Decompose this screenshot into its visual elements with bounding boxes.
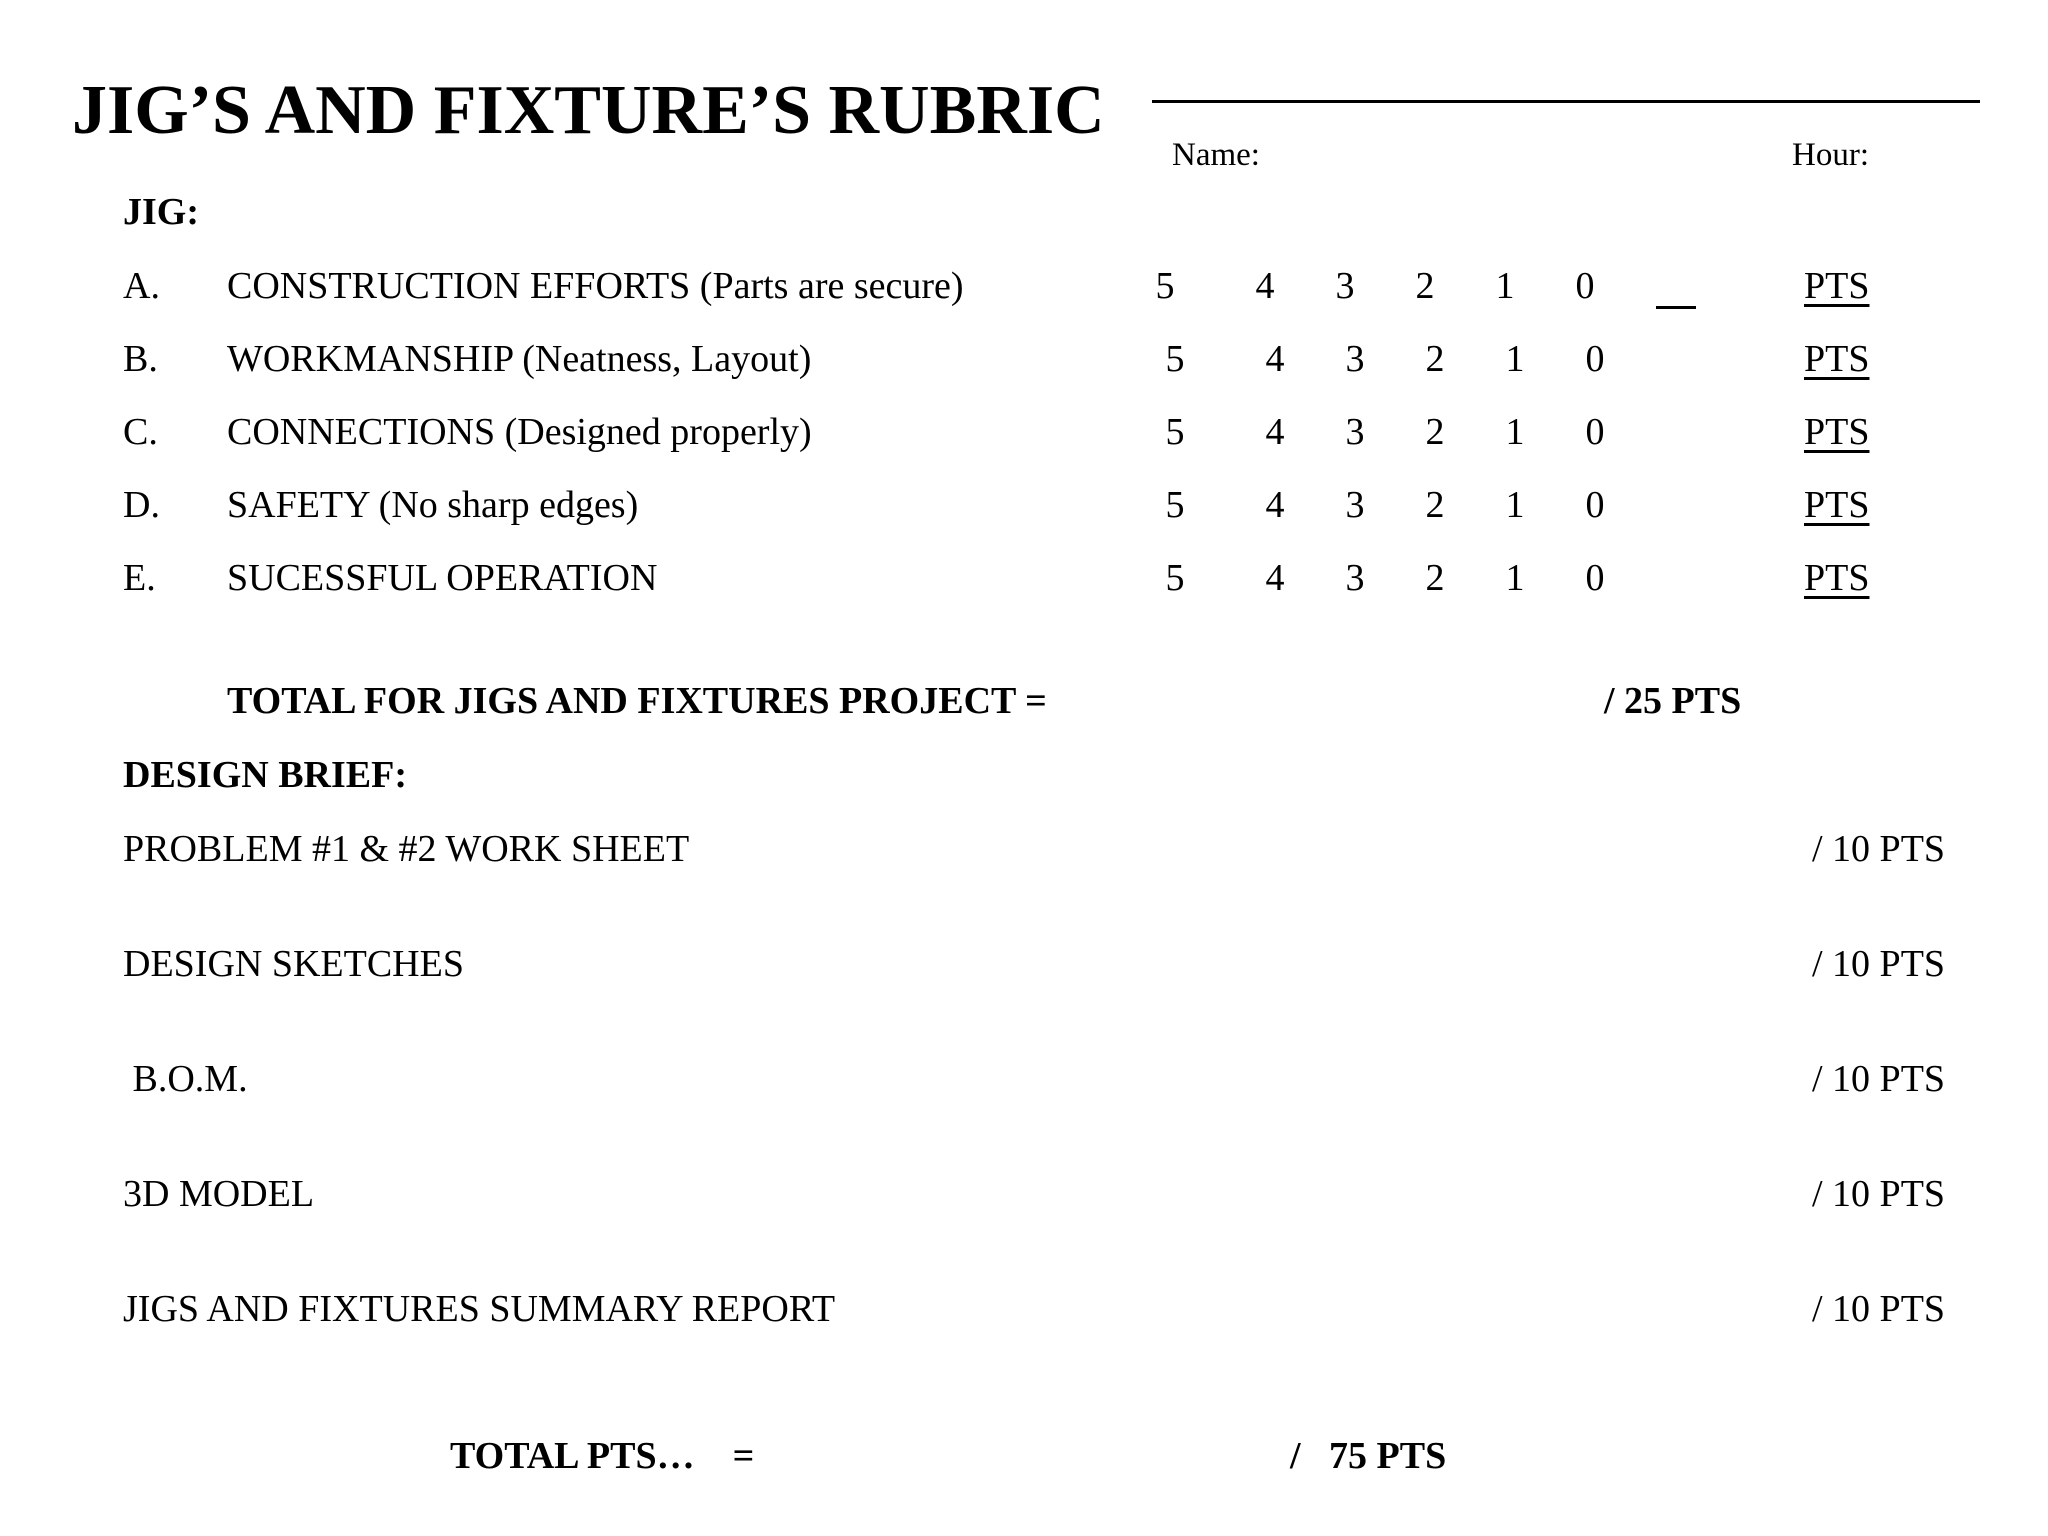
jig-total-label: TOTAL FOR JIGS AND FIXTURES PROJECT =: [227, 680, 1047, 722]
score-option-5[interactable]: 5: [1165, 338, 1185, 380]
brief-item-label: 3D MODEL: [123, 1173, 315, 1215]
score-option-5[interactable]: 5: [1165, 557, 1185, 599]
jig-item-pts[interactable]: [1776, 559, 1869, 597]
score-option-1[interactable]: 1: [1505, 411, 1525, 453]
brief-item-label: B.O.M.: [123, 1058, 248, 1100]
jig-item-label: WORKMANSHIP (Neatness, Layout): [227, 338, 812, 380]
jig-item-letter: C.: [123, 411, 158, 453]
jig-item-pts[interactable]: [1776, 486, 1869, 524]
score-option-3[interactable]: 3: [1345, 338, 1365, 380]
score-option-0[interactable]: 0: [1575, 265, 1595, 307]
score-option-4[interactable]: 4: [1265, 557, 1285, 599]
brief-item-label: PROBLEM #1 & #2 WORK SHEET: [123, 828, 690, 870]
pts-label: PTS: [1804, 484, 1870, 526]
score-option-2[interactable]: 2: [1425, 411, 1445, 453]
jig-item-letter: D.: [123, 484, 160, 526]
score-option-4[interactable]: 4: [1265, 484, 1285, 526]
score-option-4[interactable]: 4: [1265, 411, 1285, 453]
jig-item-label: CONSTRUCTION EFFORTS (Parts are secure): [227, 265, 964, 307]
score-option-5[interactable]: 5: [1155, 265, 1175, 307]
blank-score-line[interactable]: [1656, 306, 1696, 309]
score-option-3[interactable]: 3: [1345, 484, 1365, 526]
jig-item-label: CONNECTIONS (Designed properly): [227, 411, 812, 453]
jig-item-letter: A.: [123, 265, 160, 307]
score-option-2[interactable]: 2: [1425, 557, 1445, 599]
jig-item-label: SUCESSFUL OPERATION: [227, 557, 658, 599]
brief-item-pts[interactable]: / 10 PTS: [1812, 1288, 1946, 1330]
jig-item-pts[interactable]: [1776, 340, 1869, 378]
brief-item-pts[interactable]: / 10 PTS: [1812, 943, 1946, 985]
jig-heading: JIG:: [123, 191, 199, 233]
score-option-0[interactable]: 0: [1585, 338, 1605, 380]
score-option-4[interactable]: 4: [1265, 338, 1285, 380]
jig-total-pts[interactable]: / 25 PTS: [1604, 680, 1742, 722]
pts-label: PTS: [1804, 338, 1870, 380]
score-option-5[interactable]: 5: [1165, 484, 1185, 526]
jig-item-letter: E.: [123, 557, 156, 599]
score-option-1[interactable]: 1: [1495, 265, 1515, 307]
score-option-3[interactable]: 3: [1335, 265, 1355, 307]
grand-total-pts[interactable]: / 75 PTS: [1290, 1435, 1447, 1477]
design-brief-heading: DESIGN BRIEF:: [123, 754, 407, 796]
jig-item-pts[interactable]: [1776, 267, 1869, 305]
jig-item-pts[interactable]: [1776, 413, 1869, 451]
score-option-0[interactable]: 0: [1585, 557, 1605, 599]
brief-item-pts[interactable]: / 10 PTS: [1812, 1058, 1946, 1100]
jig-item-label: SAFETY (No sharp edges): [227, 484, 639, 526]
score-option-1[interactable]: 1: [1505, 338, 1525, 380]
name-label: Name:: [1172, 137, 1260, 173]
pts-label: PTS: [1804, 411, 1870, 453]
score-option-3[interactable]: 3: [1345, 411, 1365, 453]
score-option-2[interactable]: 2: [1425, 338, 1445, 380]
score-option-3[interactable]: 3: [1345, 557, 1365, 599]
score-option-0[interactable]: 0: [1585, 411, 1605, 453]
brief-item-pts[interactable]: / 10 PTS: [1812, 828, 1946, 870]
brief-item-pts[interactable]: / 10 PTS: [1812, 1173, 1946, 1215]
grand-total-label: TOTAL PTS… =: [450, 1435, 755, 1477]
score-option-1[interactable]: 1: [1505, 557, 1525, 599]
brief-item-label: JIGS AND FIXTURES SUMMARY REPORT: [123, 1288, 836, 1330]
score-option-4[interactable]: 4: [1255, 265, 1275, 307]
pts-label: PTS: [1804, 557, 1870, 599]
pts-label: PTS: [1804, 265, 1870, 307]
score-option-2[interactable]: 2: [1415, 265, 1435, 307]
page-title: JIG’S AND FIXTURE’S RUBRIC: [72, 72, 1105, 149]
score-option-0[interactable]: 0: [1585, 484, 1605, 526]
score-option-1[interactable]: 1: [1505, 484, 1525, 526]
hour-label: Hour:: [1792, 137, 1869, 173]
name-hour-signature-line[interactable]: [1152, 100, 1980, 103]
score-option-2[interactable]: 2: [1425, 484, 1445, 526]
jig-item-letter: B.: [123, 338, 158, 380]
score-option-5[interactable]: 5: [1165, 411, 1185, 453]
brief-item-label: DESIGN SKETCHES: [123, 943, 464, 985]
